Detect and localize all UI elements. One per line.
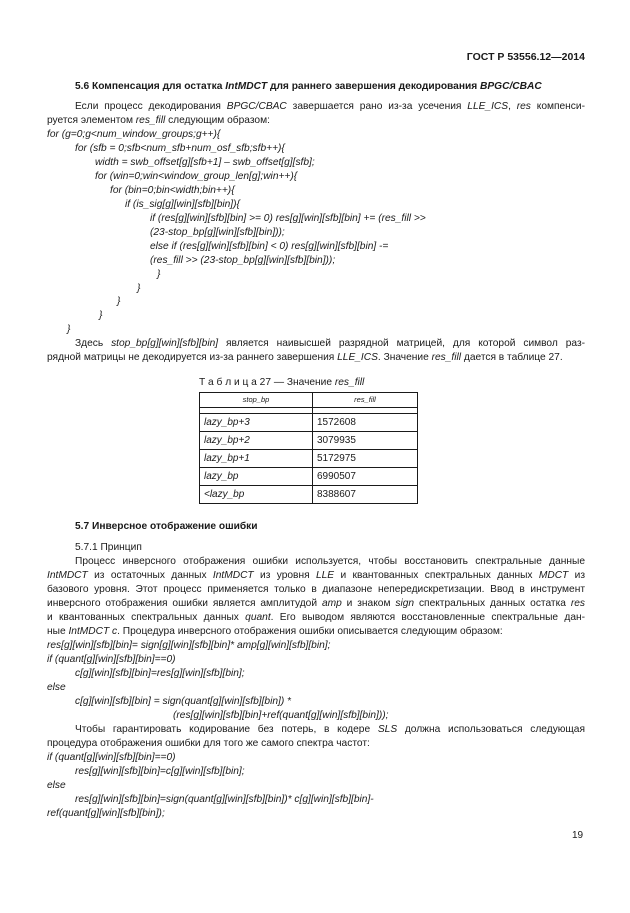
table-row: lazy_bp+1 5172975 [200, 450, 418, 468]
text-run: базового уровня. Этот процесс применяется только в диапазоне непередискретизации. Ввод в инструмент [47, 584, 585, 595]
code-line: for (win=0;win<window_group_len[g];win++){ [95, 171, 298, 182]
text-run: MDCT [538, 570, 569, 581]
table-row: lazy_bp+2 3079935 [200, 432, 418, 450]
text-run: LLE_ICS [337, 352, 378, 363]
section-5-6-heading [75, 80, 542, 94]
text-run: BPGC/CBAC [226, 101, 287, 112]
text-run: и квантованных спектральных данных [334, 570, 539, 581]
text-run: является наивысшей разрядной матрицей, для которой символ раз- [218, 338, 586, 349]
text-run: res_fill [135, 115, 166, 126]
code-line: } [157, 269, 161, 280]
table-header-stop-bp: stop_bp [200, 393, 313, 408]
s57-para1-line [47, 611, 585, 625]
code-line: if (is_sig[g][win][sfb][bin]){ [125, 199, 240, 210]
code-line: if (quant[g][win][sfb][bin]==0) [47, 654, 176, 665]
text-run: спектральных данных остатка [414, 598, 571, 609]
text-run: res [570, 598, 585, 609]
table-row: lazy_bp 6990507 [200, 468, 418, 486]
code-line: (res[g][win][sfb][bin]+ref(quant[g][win][sfb][bin])); [173, 710, 389, 721]
text-run: . Процедура инверсного отображения ошибки описывается следующим образом: [117, 626, 503, 637]
code-line: ref(quant[g][win][sfb][bin]); [47, 808, 165, 819]
text-run: IntMDCT [212, 570, 254, 581]
text-run: IntMDCT [47, 570, 88, 581]
text-run: компенси- [530, 101, 585, 112]
s57-para2-line1 [75, 723, 585, 737]
code-line: res[g][win][sfb][bin]=sign(quant[g][win][sfb][bin])* c[g][win][sfb][bin]- [75, 794, 374, 805]
text-run: и знаком [341, 598, 396, 609]
table-row: lazy_bp+3 1572608 [200, 414, 418, 432]
code-line: if (quant[g][win][sfb][bin]==0) [47, 752, 176, 763]
text-run: 5.6 Компенсация для остатка [75, 81, 226, 92]
text-run: должна использоваться следующая [397, 724, 585, 735]
text-run: и квантованных спектральных данных [47, 612, 246, 623]
text-run: IntMDCT c [68, 626, 118, 637]
text-run: Если процесс декодирования [75, 101, 227, 112]
code-line: width = swb_offset[g][sfb+1] – swb_offset[g][sfb]; [95, 157, 315, 168]
text-run: ные [47, 626, 69, 637]
text-run: руется элементом [47, 115, 136, 126]
text-run: для раннего завершения декодирования [267, 81, 481, 92]
text-run: инверсного отображения ошибки является амплитудой [47, 598, 322, 609]
code-line: res[g][win][sfb][bin]=c[g][win][sfb][bin]; [75, 766, 245, 777]
text-run: IntMDCT [225, 81, 268, 92]
code-line: else [47, 780, 66, 791]
text-run: завершается рано из-за усечения [286, 101, 468, 112]
text-run: LLE_ICS [467, 101, 509, 112]
table-header-res-fill: res_fill [313, 393, 418, 408]
text-run: sign [395, 598, 415, 609]
s57-para1-line [47, 569, 585, 583]
code-line: c[g][win][sfb][bin]=res[g][win][sfb][bin]; [75, 668, 245, 679]
table-row: <lazy_bp 8388607 [200, 486, 418, 504]
text-run: LLE [315, 570, 335, 581]
text-run: из остаточных данных [87, 570, 213, 581]
text-run: res [516, 101, 531, 112]
code-line: } [67, 324, 71, 335]
document-code-header: ГОСТ Р 53556.12—2014 [466, 51, 585, 63]
code-line: else if (res[g][win][sfb][bin] < 0) res[g][win][sfb][bin] -= [150, 241, 389, 252]
table-27 [199, 392, 418, 504]
text-run: res_fill [431, 352, 462, 363]
code-line: (23-stop_bp[g][win][sfb][bin])); [150, 227, 285, 238]
text-run: . Значение [377, 352, 432, 363]
text-run: рядной матрицы не декодируется из-за раннего завершения [47, 352, 338, 363]
text-run: , [508, 101, 517, 112]
s57-para1-line [75, 555, 585, 569]
code-line: if (res[g][win][sfb][bin] >= 0) res[g][win][sfb][bin] += (res_fill >> [150, 213, 426, 224]
code-line: for (sfb = 0;sfb<num_sfb+num_osf_sfb;sfb++){ [75, 143, 285, 154]
text-run: BPGC/CBAC [480, 81, 542, 92]
text-run: stop_bp[g][win][sfb][bin] [111, 338, 219, 349]
s56-para2-line2 [47, 351, 563, 365]
text-run: дается в таблице 27. [461, 352, 563, 363]
section-5-7-heading: 5.7 Инверсное отображение ошибки [75, 521, 258, 532]
code-line: (res_fill >> (23-stop_bp[g][win][sfb][bin])); [150, 255, 336, 266]
s57-para1-line [47, 625, 503, 639]
text-run: quant [245, 612, 271, 623]
s57-para2-line2 [47, 737, 370, 751]
table-27-caption: Т а б л и ц а 27 — Значение res_fill [199, 377, 365, 388]
text-run: amp [321, 598, 342, 609]
code-line: for (bin=0;bin<width;bin++){ [110, 185, 235, 196]
text-run: Процесс инверсного отображения ошибки используется, чтобы восстановить спектральные данные [75, 556, 585, 567]
code-line: else [47, 682, 66, 693]
code-line: } [99, 310, 103, 321]
code-line: c[g][win][sfb][bin] = sign(quant[g][win][sfb][bin]) * [75, 696, 292, 707]
code-line: res[g][win][sfb][bin]= sign[g][win][sfb][bin]* amp[g][win][sfb][bin]; [47, 640, 331, 651]
s56-para1-line1 [75, 100, 585, 114]
s56-para2-line1 [75, 337, 585, 351]
text-run: процедура отображения ошибки для того же самого спектра частот: [47, 738, 370, 749]
text-run: следующим образом: [165, 115, 270, 126]
text-run: Здесь [75, 338, 112, 349]
text-run: SLS [377, 724, 398, 735]
text-run: из [568, 570, 586, 581]
s57-para1-line [47, 583, 585, 597]
code-line: for (g=0;g<num_window_groups;g++){ [47, 129, 221, 140]
text-run: Чтобы гарантировать кодирование без потерь, в кодере [75, 724, 378, 735]
code-line: } [117, 296, 121, 307]
text-run: из уровня [253, 570, 316, 581]
code-line: } [137, 283, 141, 294]
text-run: . Его выводом являются восстановленные спектральные дан- [270, 612, 585, 623]
s57-para1-line [47, 597, 585, 611]
page-number: 19 [572, 830, 584, 841]
subsection-5-7-1-heading: 5.7.1 Принцип [75, 542, 142, 553]
s56-para1-line2 [47, 114, 270, 128]
